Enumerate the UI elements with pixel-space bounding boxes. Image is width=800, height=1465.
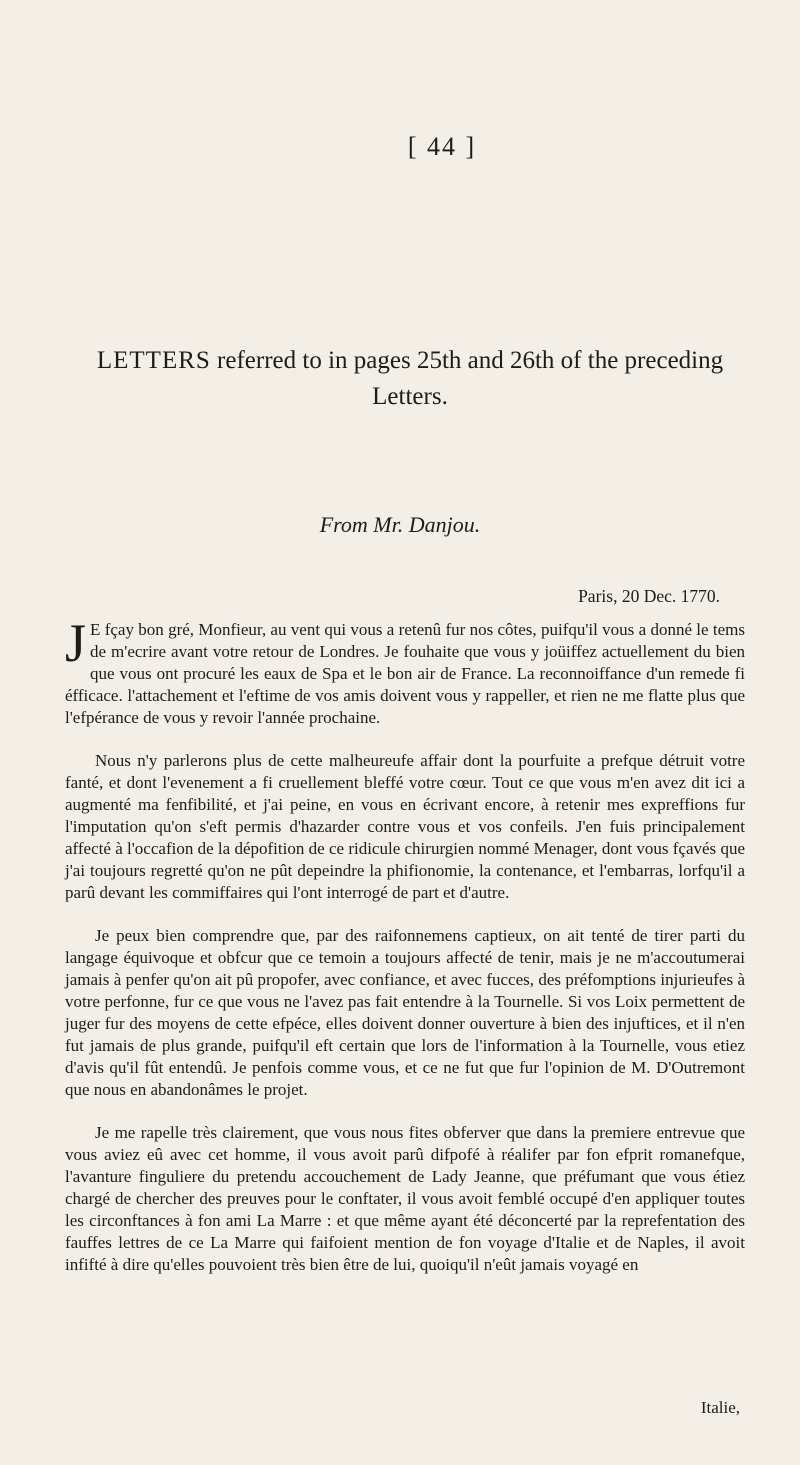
letter-sender: From Mr. Danjou.: [319, 512, 481, 537]
letter-body: [65, 613, 745, 1297]
drop-cap: J: [65, 613, 87, 673]
heading-rest: referred to in pages 25th and 26th of the preceding Letters.: [210, 347, 724, 410]
paragraph-4: Je me rapelle très clairement, que vous nous fites obferver que dans la premiere entrevue que vous aviez eû avec cet homme, il vous avoit parû difpofé à réalifer par fon efprit romanefque, l'avanture finguliere du pretendu accouchement de Lady Jeanne, que préfumant que vous étiez chargé de chercher des preuves pour le conftater, il vous avoit femblé occupé d'en appliquer toutes les circonftances à fon ami La Marre : et que même ayant été déconcerté par la reprefentation des fauffes lettres de ce La Marre qui faifoient mention de fon voyage d'Italie et de Naples, il avoit infifté à dire qu'elles pouvoient très bien être de lui, quoiqu'il n'eût jamais voyagé en: [65, 1123, 745, 1274]
paragraph-2: Nous n'y parlerons plus de cette malheureufe affair dont la pourfuite a prefque détruit votre fanté, et dont l'evenement a fi cruellement bleffé votre cœur. Tout ce que vous m'en avez dit ici a augmenté ma fenfibilité, et j'ai peine, en vous en écrivant encore, à retenir mes expreffions fur l'imputation qu'on s'eft permis d'hazarder contre vous et vos confeils. J'en fuis principalement affecté à l'occafion de la dépofition de ce ridicule chirurgien nommé Menager, dont vous fçavés que j'ai toujours regretté qu'on ne pût depeindre la phifionomie, la contenance, et l'embarras, lorfqu'il a parû devant les commiffaires qui l'ont interrogé de part et d'autre.: [65, 751, 745, 902]
paragraph-3: Je peux bien comprendre que, par des raifonnemens captieux, on ait tenté de tirer parti du langage équivoque et obfcur que ce temoin a toujours affecté de tenir, mais je ne m'accoutumerai jamais à penfer qu'on ait pû propofer, avec confiance, et avec fucces, des préfomptions injurieufes à votre perfonne, fur ce que vous ne l'avez pas fait entendre à la Tournelle. Si vos Loix permettent de juger fur des moyens de cette efpéce, elles doivent donner ouverture à bien des injuftices, et il n'en fut jamais de plus grande, puifqu'il eft certain que lors de l'information à la Tournelle, vous etiez d'avis qu'il fût entendû. Je penfois comme vous, et ce ne fut que fur l'opinion de M. D'Outremont que nous en abandonâmes le projet.: [65, 926, 745, 1099]
paragraph-1: [65, 613, 745, 729]
catchword: Italie,: [700, 1398, 740, 1417]
heading-caps: LETTERS: [96, 347, 211, 374]
page-number: [ 44 ]: [407, 132, 477, 161]
letter-date: Paris, 20 Dec. 1770.: [578, 586, 720, 606]
paragraph-1-text: E fçay bon gré, Monfieur, au vent qui vous a retenû fur nos côtes, puifqu'il vous a donné le tems de m'ecrire avant votre retour de Londres. Je fouhaite que vous y joüiffez actuellement du bien que vous ont procuré les eaux de Spa et le bon air de France. La reconnoiffance d'un remede fi éfficace. l'attachement et l'eftime de vos amis doivent vous y rappeller, et rien ne me flatte plus que l'efpérance de vous y revoir l'année prochaine.: [65, 620, 745, 727]
section-heading: [60, 343, 760, 415]
